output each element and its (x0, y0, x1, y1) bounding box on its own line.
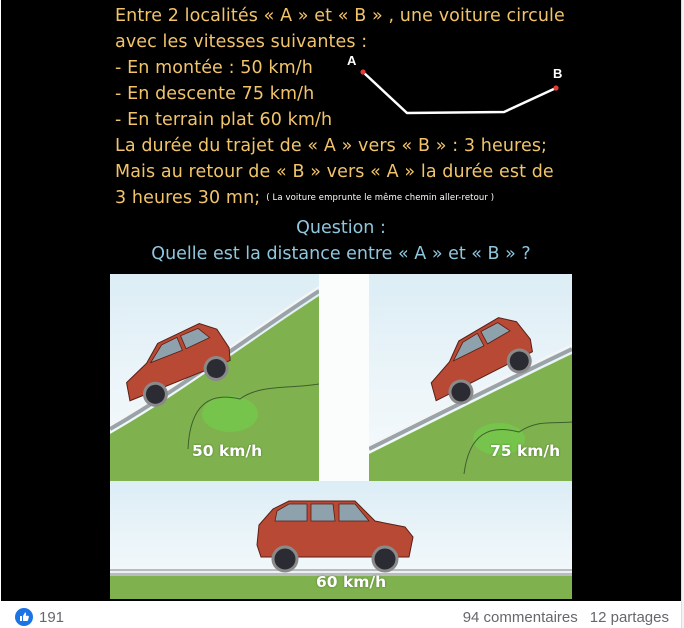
route-path-icon (341, 52, 581, 122)
uphill-speed-label: 50 km/h (192, 442, 263, 460)
problem-line-return: Mais au retour de « B » vers « A » la durée est de (115, 162, 554, 182)
post-image[interactable] (1, 0, 681, 601)
problem-line-1: Entre 2 localités « A » et « B » , une voiture circule (115, 6, 565, 26)
same-path-note: ( La voiture emprunte le même chemin aller-retour ) (266, 193, 495, 203)
question-label: Question : (296, 218, 386, 238)
point-a-label: A (347, 53, 357, 68)
downhill-speed-label: 75 km/h (490, 442, 561, 460)
engagement-stats (463, 609, 669, 626)
shares-count-link[interactable]: 12 partages (589, 609, 669, 626)
like-reaction-icon[interactable] (15, 608, 33, 626)
route-diagram (341, 52, 581, 122)
like-count[interactable]: 191 (39, 609, 65, 626)
question-text: Quelle est la distance entre « A » et « B » ? (151, 244, 531, 264)
comments-count-link[interactable]: 94 commentaires (462, 609, 578, 626)
flat-speed-label: 60 km/h (316, 573, 387, 591)
problem-line-forward-duration: La durée du trajet de « A » vers « B » : 3 heures; (115, 136, 548, 156)
problem-line-uphill: - En montée : 50 km/h (115, 58, 313, 78)
problem-line-downhill: - En descente 75 km/h (115, 84, 315, 104)
panel-divider (319, 274, 369, 481)
downhill-panel (369, 274, 572, 481)
uphill-panel (110, 274, 319, 481)
flat-panel (110, 481, 572, 599)
point-b-label: B (553, 66, 563, 81)
problem-line-return-duration (115, 187, 494, 209)
return-duration-text: 3 heures 30 mn; (115, 188, 261, 208)
problem-line-2: avec les vitesses suivantes : (115, 32, 368, 52)
problem-line-flat: - En terrain plat 60 km/h (115, 110, 333, 130)
